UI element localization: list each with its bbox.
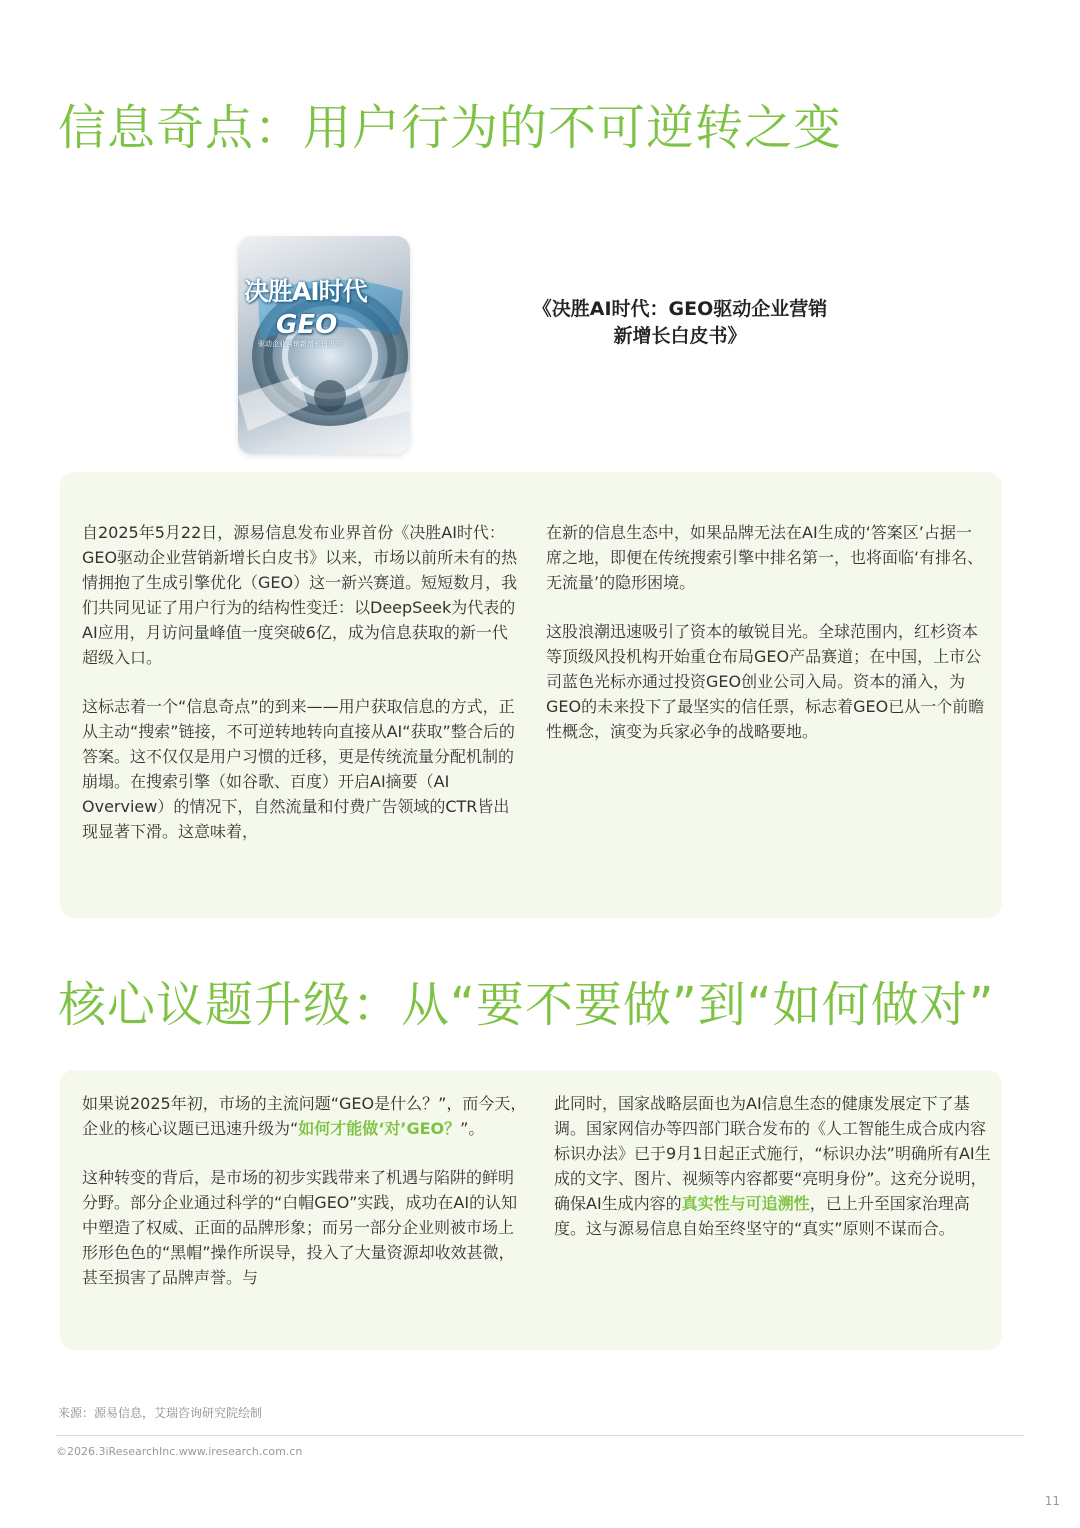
paragraph: 这标志着一个“信息奇点”的到来——用户获取信息的方式，正从主动“搜索”链接，不可逆转地转向直接从AI“获取”整合后的答案。这不仅仅是用户习惯的迁移，更是传统流量分配机制的崩塌。在搜索引擎（如谷歌、百度）开启AI摘要（AI Overview）的情况下，自然流量和付费广告领域的CTR皆出现显著下滑。这意味着， xyxy=(82,697,515,841)
whitepaper-title-line-2: 新增长白皮书》 xyxy=(613,325,747,347)
paragraph: 在新的信息生态中，如果品牌无法在AI生成的‘答案区’占据一席之地，即便在传统搜索引擎中排名第一，也将面临‘有排名、无流量’的隐形困境。 xyxy=(546,523,984,592)
whitepaper-cover-image xyxy=(238,236,410,454)
copyright-text: ©2026.3iResearchInc.www.iresearch.com.cn xyxy=(56,1445,303,1458)
cover-title-text: 决胜AI时代 xyxy=(244,277,367,306)
geo-logo: GEO xyxy=(276,310,338,340)
paragraph xyxy=(554,1091,994,1241)
section-1-right-column xyxy=(546,520,986,768)
section-2-right-column xyxy=(554,1091,994,1265)
source-note: 来源：源易信息，艾瑞咨询研究院绘制 xyxy=(58,1406,263,1420)
highlight-text: 如何才能做‘对’GEO？ xyxy=(298,1119,461,1138)
whitepaper-title xyxy=(480,296,880,350)
paragraph-text: ”。 xyxy=(460,1119,485,1138)
whitepaper-title-line-1: 《决胜AI时代：GEO驱动企业营销 xyxy=(532,298,828,320)
paragraph-text: 此同时，国家战略层面也为AI信息生态的健康发展定下了基调。国家网信办等四部门联合发布的《人工智能生成合成内容标识办法》已于9月1日起正式施行，“标识办法”明确所有AI生成的文字、图片、视频等内容都要“亮明身份”。这充分说明，确保AI生成内容的 xyxy=(554,1094,991,1213)
cover-subtitle-text: 驱动企业营销新增长白皮书 xyxy=(258,340,342,348)
paragraph: 这股浪潮迅速吸引了资本的敏锐目光。全球范围内，红杉资本等顶级风投机构开始重仓布局GEO产品赛道；在中国，上市公司蓝色光标亦通过投资GEO创业公司入局。资本的涌入，为GEO的未来投下了最坚实的信任票，标志着GEO已从一个前瞻性概念，演变为兵家必争的战略要地。 xyxy=(546,622,985,741)
section-title-core-topic-upgrade: 核心议题升级：从“要不要做”到“如何做对” xyxy=(58,977,995,1033)
section-1-left-column xyxy=(82,520,522,868)
page-number: 11 xyxy=(1044,1494,1060,1508)
footer-divider xyxy=(56,1435,1024,1436)
paragraph-text: 如果说2025年初，市场的主流问题“GEO是什么？”，而今天，企业的核心议题已迅速升级为“ xyxy=(82,1094,527,1138)
paragraph: 这种转变的背后，是市场的初步实践带来了机遇与陷阱的鲜明分野。部分企业通过科学的“白帽GEO”实践，成功在AI的认知中塑造了权威、正面的品牌形象；而另一部分企业则被市场上形形色色的“黑帽”操作所误导，投入了大量资源却收效甚微，甚至损害了品牌声誉。与 xyxy=(82,1168,518,1287)
paragraph xyxy=(82,1091,528,1141)
paragraph-text: ，已上升至国家治理高度。这与源易信息自始至终坚守的“真实”原则不谋而合。 xyxy=(554,1194,970,1238)
section-2-left-column xyxy=(82,1091,528,1314)
highlight-text: 真实性与可追溯性 xyxy=(681,1194,810,1213)
section-title-info-singularity: 信息奇点：用户行为的不可逆转之变 xyxy=(58,100,843,156)
paragraph: 自2025年5月22日，源易信息发布业界首份《决胜AI时代：GEO驱动企业营销新增长白皮书》以来，市场以前所未有的热情拥抱了生成引擎优化（GEO）这一新兴赛道。短短数月，我们共同见证了用户行为的结构性变迁：以DeepSeek为代表的AI应用，月访问量峰值一度突破6亿，成为信息获取的新一代超级入口。 xyxy=(82,523,518,667)
